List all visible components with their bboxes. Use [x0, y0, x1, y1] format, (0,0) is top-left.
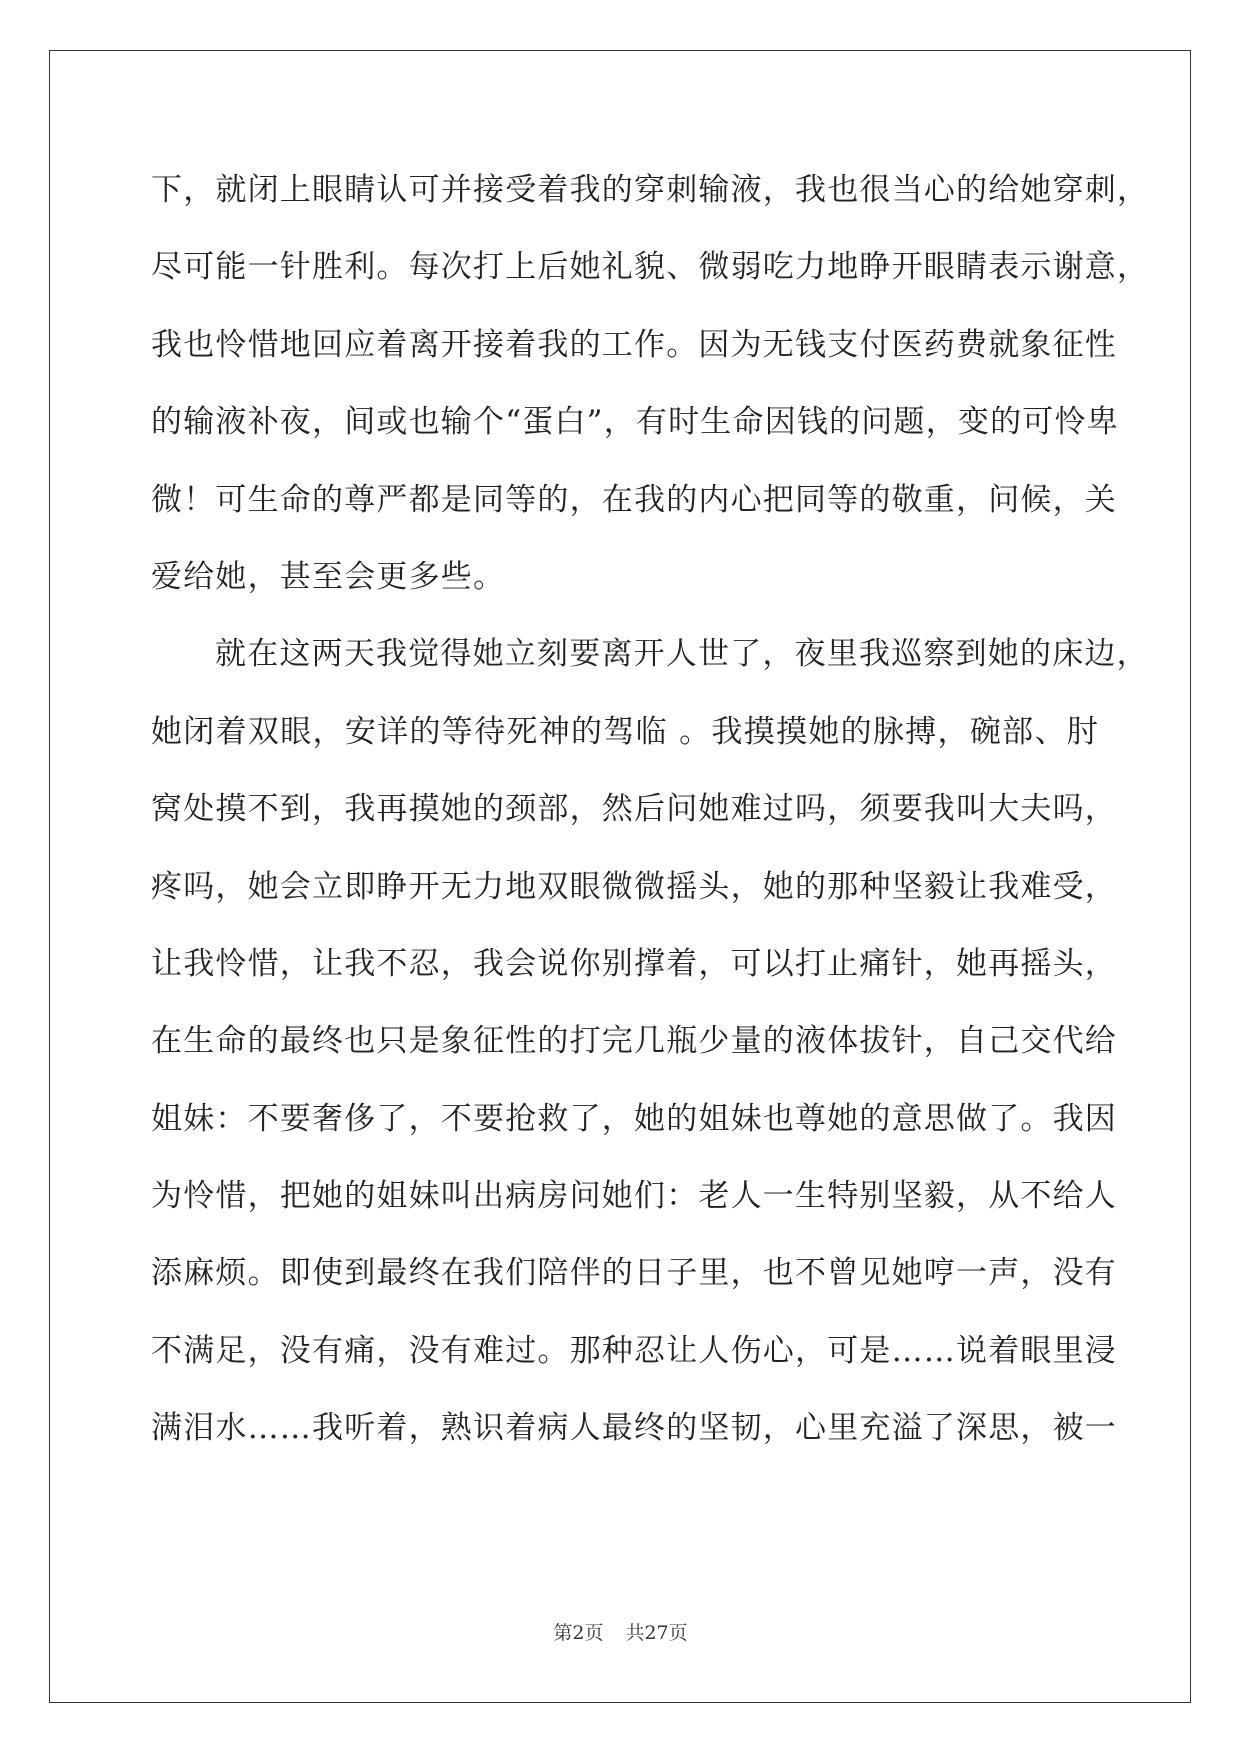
page-footer [0, 1618, 1241, 1645]
text-line: 满泪水……我听着，熟识着病人最终的坚韧，心里充溢了深思，被一 [151, 1410, 1117, 1447]
text-line: 下，就闭上眼睛认可并接受着我的穿刺输液，我也很当心的给她穿刺， [151, 172, 1150, 208]
text-line: 我也怜惜地回应着离开接着我的工作。因为无钱支付医药费就象征性 [151, 326, 1117, 363]
text-line: 姐妹：不要奢侈了，不要抢救了，她的姐妹也尊她的意思做了。我因 [151, 1100, 1117, 1137]
text-line: 让我怜惜，让我不忍，我会说你别撑着，可以打止痛针，她再摇头， [151, 945, 1117, 982]
text-line: 窝处摸不到，我再摸她的颈部，然后问她难过吗，须要我叫大夫吗， [151, 791, 1117, 828]
text-line: 在生命的最终也只是象征性的打完几瓶少量的液体拔针，自己交代给 [151, 1023, 1117, 1060]
text-line: 不满足，没有痛，没有难过。那种忍让人伤心，可是……说着眼里浸 [151, 1332, 1117, 1369]
text-line: 她闭着双眼，安详的等待死神的驾临 。我摸摸她的脉搏，碗部、肘 [151, 713, 1099, 750]
text-line: 就在这两天我觉得她立刻要离开人世了，夜里我巡察到她的床边， [215, 636, 1149, 673]
text-line: 爱给她，甚至会更多些。 [151, 558, 506, 595]
text-line: 尽可能一针胜利。每次打上后她礼貌、微弱吃力地睁开眼睛表示谢意， [151, 249, 1150, 286]
text-line: 为怜惜，把她的姐妹叫出病房问她们：老人一生特别坚毅，从不给人 [151, 1178, 1117, 1215]
page-number: 第2页 [553, 1622, 604, 1644]
text-line: 疼吗，她会立即睁开无力地双眼微微摇头，她的那种坚毅让我难受， [151, 868, 1117, 905]
page-total: 共27页 [625, 1622, 688, 1644]
text-line: 添麻烦。即使到最终在我们陪伴的日子里，也不曾见她哼一声，没有 [151, 1255, 1117, 1292]
text-line: 的输液补夜，间或也输个“蛋白”，有时生命因钱的问题，变的可怜卑 [151, 404, 1119, 441]
document-body [151, 168, 1150, 1484]
text-line: 微！可生命的尊严都是同等的，在我的内心把同等的敬重，问候，关 [151, 481, 1117, 518]
